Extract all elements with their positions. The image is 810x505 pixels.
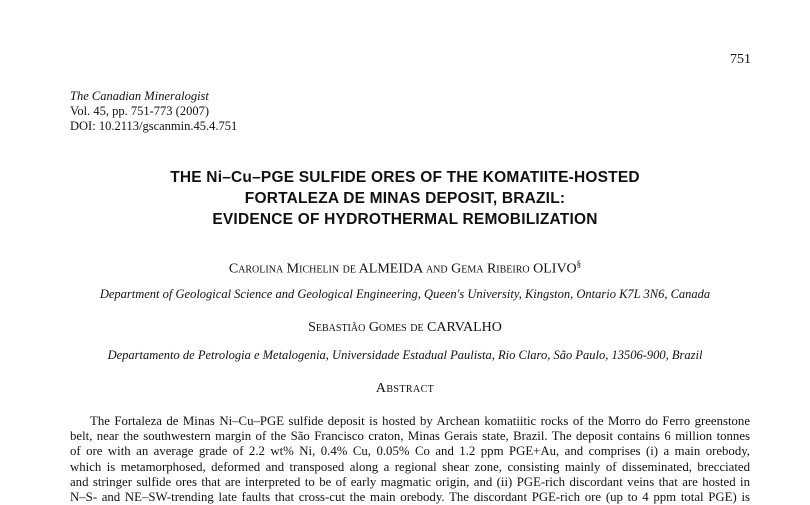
- abstract-body: [70, 414, 750, 505]
- title-line: THE Ni–Cu–PGE SULFIDE ORES OF THE KOMATIITE-HOSTED: [170, 169, 640, 186]
- author-line-1: [0, 259, 810, 278]
- author-surname: OLIVO: [533, 261, 577, 277]
- abstract-line: The Fortaleza de Minas Ni–Cu–PGE sulfide deposit is hosted by Archean komatiitic rocks of the Morro do Ferro greenstone: [90, 414, 750, 428]
- title-line: EVIDENCE OF HYDROTHERMAL REMOBILIZATION: [212, 211, 598, 228]
- abstract-line: belt, near the southwestern margin of the São Francisco craton, Minas Gerais state, Brazil. The deposit contains 6 million tonnes: [70, 429, 750, 444]
- title-line: FORTALEZA DE MINAS DEPOSIT, BRAZIL:: [244, 190, 566, 207]
- author-conjunction: and: [425, 261, 448, 277]
- abstract-line: N–S- and NE–SW-trending late faults that cross-cut the main orebody. The discordant PGE-rich ore (up to 4 ppm total PGE) is: [70, 490, 750, 505]
- journal-name: The Canadian Mineralogist: [70, 89, 209, 103]
- author-given-name: Carolina Michelin de: [228, 261, 356, 277]
- abstract-heading: Abstract: [375, 381, 435, 396]
- abstract-line: and stringer sulfide ores that are interpreted to be of early magmatic origin, and (ii) PGE-rich discordant veins that are hosted in: [70, 474, 750, 489]
- author-surname: ALMEIDA: [358, 261, 423, 277]
- author-surname: CARVALHO: [427, 320, 502, 335]
- author-line-2: [0, 320, 810, 336]
- journal-info: [70, 89, 237, 134]
- corresponding-author-mark: §: [576, 259, 582, 269]
- abstract-line: which is metamorphosed, deformed and transposed along a regional shear zone, consisting mainly of disseminated, brecciated: [70, 459, 750, 474]
- paper-title: [0, 167, 810, 230]
- page-number: 751: [730, 52, 751, 67]
- journal-volume: Vol. 45, pp. 751-773 (2007): [70, 104, 210, 118]
- author-given-name: Gema Ribeiro: [451, 261, 530, 277]
- author-given-name: Sebastião Gomes de: [308, 320, 424, 335]
- journal-doi: DOI: 10.2113/gscanmin.45.4.751: [70, 119, 238, 133]
- affiliation-1: Department of Geological Science and Geological Engineering, Queen's University, Kingston, Ontario K7L 3N6, Canada: [99, 287, 711, 301]
- affiliation-2: Departamento de Petrologia e Metalogenia, Universidade Estadual Paulista, Rio Claro, São Paulo, 13506-900, Brazil: [107, 348, 703, 362]
- abstract-line: of ore with an average grade of 2.2 wt% Ni, 0.4% Cu, 0.05% Co and 1.2 ppm PGE+Au, and comprises (i) a main orebody,: [70, 444, 750, 459]
